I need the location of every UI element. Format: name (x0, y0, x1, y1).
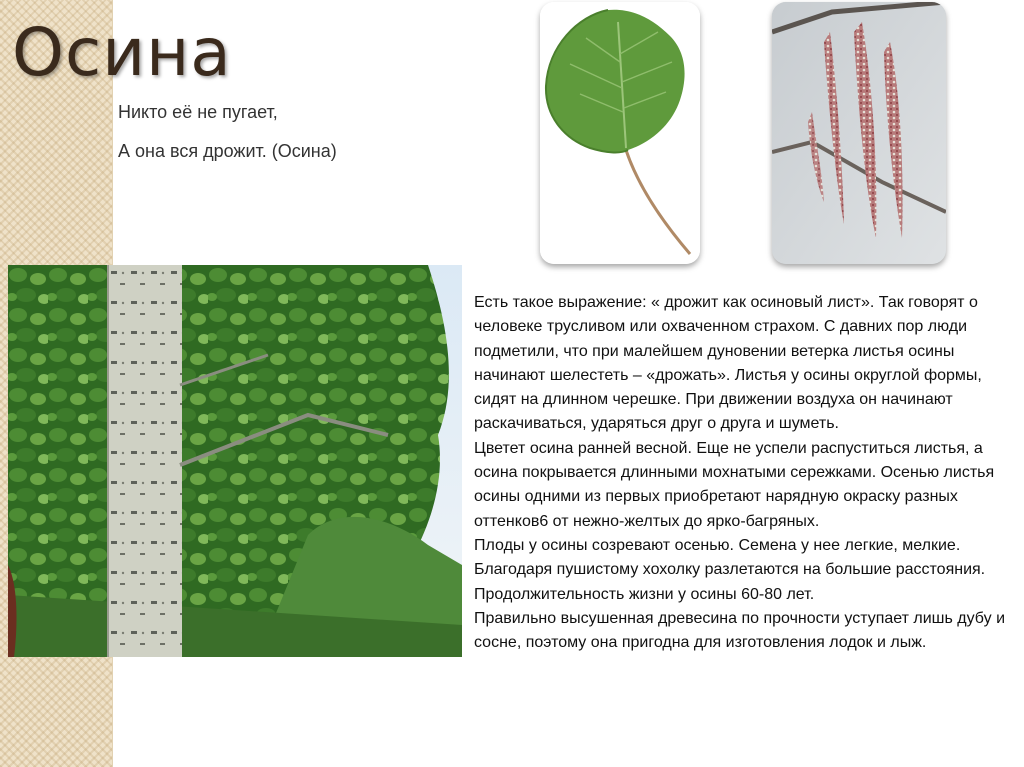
aspen-tree-photo (8, 265, 462, 657)
paragraph-flowering: Цветет осина ранней весной. Еще не успели распуститься листья, а осина покрывается длинными мохнатыми сережками. Осенью листья осины одними из первых приобретают нарядную окраску разных оттенков6 от нежно-желтых до ярко-багряных. (474, 439, 995, 530)
slide-title: Осина (12, 14, 232, 91)
paragraph-fruits: Плоды у осины созревают осенью. Семена у нее легкие, мелкие. Благодаря пушистому хохолку разлетаются на большие расстояния. Продолжительность жизни у осины 60-80 лет. (474, 536, 986, 603)
aspen-catkins-image (772, 2, 946, 264)
riddle-line-2: А она вся дрожит. (Осина) (118, 141, 337, 161)
aspen-catkins-photo (772, 2, 946, 264)
aspen-tree-image (8, 265, 462, 657)
paragraph-wood: Правильно высушенная древесина по прочности уступает лишь дубу и сосне, поэтому она пригодна для изготовления лодок и лыж. (474, 609, 1005, 652)
riddle-block (118, 102, 337, 180)
aspen-leaf-image (540, 2, 700, 264)
aspen-leaf-photo (540, 2, 700, 264)
paragraph-expression: Есть такое выражение: « дрожит как осиновый лист». Так говорят о человеке трусливом или охваченном страхом. С давних пор люди подметили, что при малейшем дуновении ветерка листья осины начинают шелестеть – «дрожать». Листья у осины округлой формы, сидят на длинном черешке. При движении воздуха он начинают раскачиваться, ударяться друг о друга и шуметь. (474, 294, 982, 433)
description-text (474, 291, 1014, 655)
riddle-line-1: Никто её не пугает, (118, 102, 278, 122)
